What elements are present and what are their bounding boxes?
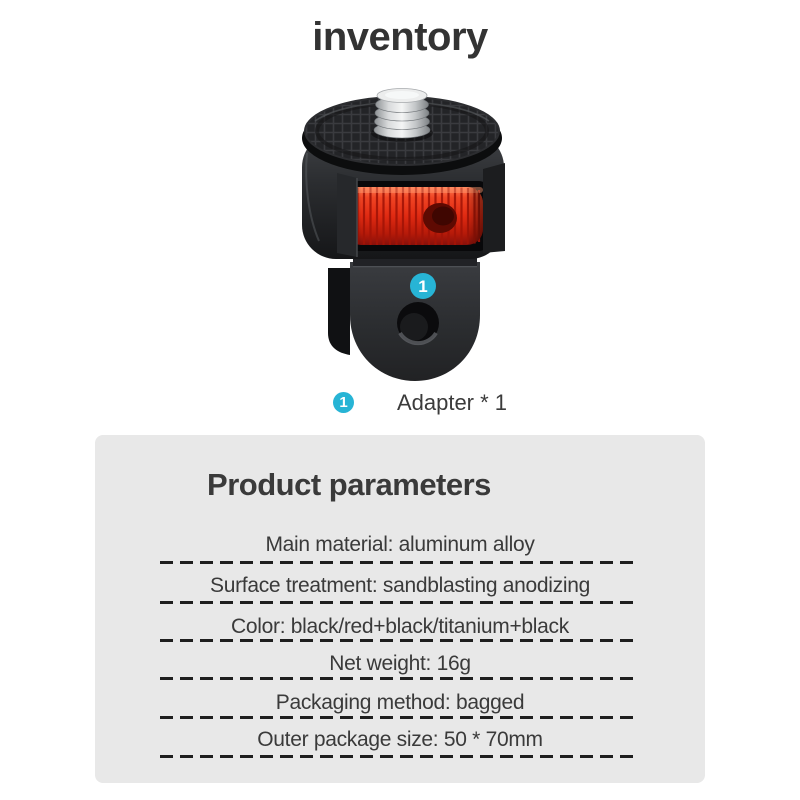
frame-right-post (483, 163, 505, 253)
fork-mount (328, 262, 480, 381)
callout-badge-number: 1 (418, 277, 428, 296)
product-parameters-panel (95, 435, 705, 783)
page-title: inventory (312, 15, 488, 59)
dashed-divider (160, 755, 636, 758)
frame-left-post (337, 173, 357, 257)
callout-badge (410, 273, 436, 299)
param-row-outer-package-size: Outer package size: 50 * 70mm (257, 728, 543, 751)
wheel-side-shading (345, 187, 483, 245)
dashed-divider (160, 601, 636, 604)
caption-label: Adapter * 1 (396, 390, 508, 415)
dashed-divider (160, 561, 636, 564)
param-row-main-material: Main material: aluminum alloy (265, 533, 535, 556)
red-adjustment-wheel (341, 181, 489, 251)
thumb-screw (371, 89, 433, 143)
param-row-color: Color: black/red+black/titanium+black (231, 615, 569, 638)
fork-back-prong (328, 268, 350, 355)
product-photo (293, 83, 513, 383)
caption-badge (333, 392, 354, 413)
param-row-packaging-method: Packaging method: bagged (275, 691, 525, 714)
product-caption (0, 390, 800, 420)
param-row-surface-treatment: Surface treatment: sandblasting anodizing (210, 574, 590, 597)
param-row-net-weight: Net weight: 16g (329, 652, 471, 675)
caption-badge-number: 1 (339, 394, 348, 411)
dashed-divider (160, 639, 636, 642)
wheel-thread-hole-inner (432, 207, 454, 226)
dashed-divider (160, 677, 636, 680)
dashed-divider (160, 716, 636, 719)
panel-heading: Product parameters (207, 467, 491, 502)
